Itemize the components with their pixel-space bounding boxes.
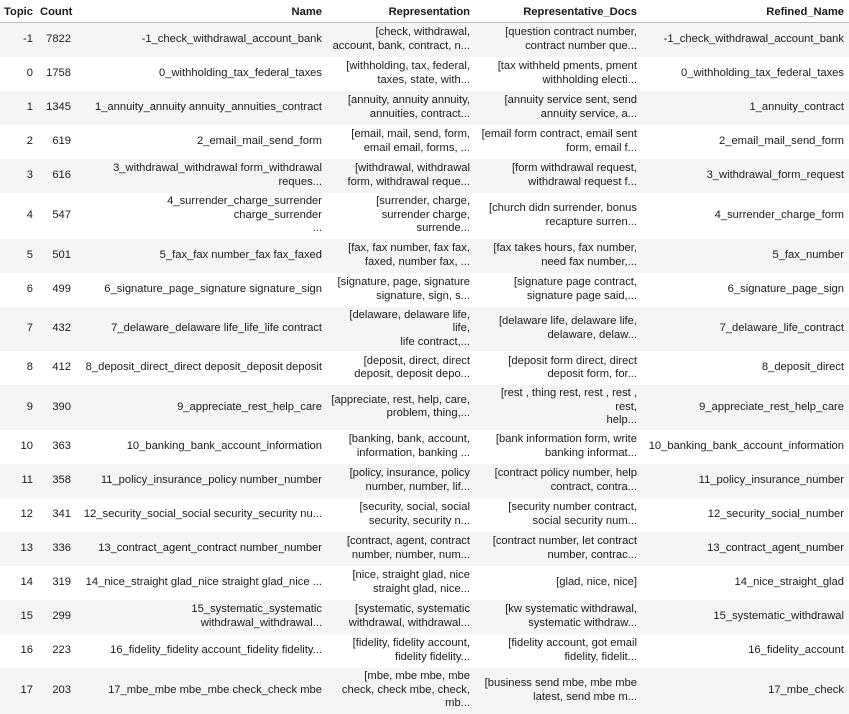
cell-name: 17_mbe_mbe mbe_mbe check_check mbe — [76, 668, 327, 714]
cell-representative-docs: [bank information form, write banking informat... — [495, 433, 637, 459]
cell-topic: 4 — [26, 208, 33, 221]
cell-topic: 5 — [0, 239, 38, 273]
cell-representative-docs: [contract policy number, help contract, contra... — [475, 464, 642, 498]
cell-refined-name: 2_email_mail_send_form — [719, 134, 844, 147]
cell-representative-docs: [tax withheld pments, pment withholding electi... — [497, 60, 637, 86]
cell-count: 336 — [38, 532, 76, 566]
cell-representative-docs: [church didn surrender, bonus recapture surren... — [488, 202, 637, 228]
cell-count: 547 — [52, 208, 71, 221]
header-row — [0, 0, 849, 23]
cell-count: 341 — [52, 507, 71, 520]
cell-representative-docs: [question contract number, contract number que... — [475, 23, 642, 57]
column-header-representation: Representation — [327, 0, 475, 23]
cell-topic: 0 — [26, 66, 33, 79]
cell-representative-docs: [kw systematic withdrawal, systematic withdraw... — [475, 600, 642, 634]
cell-count: 616 — [38, 159, 76, 193]
cell-name: 3_withdrawal_withdrawal form_withdrawal reques... — [76, 159, 327, 193]
cell-name: 5_fax_fax number_fax fax_faxed — [76, 239, 327, 273]
table-row — [0, 23, 849, 57]
cell-refined-name: 4_surrender_charge_form — [714, 208, 844, 221]
cell-topic: 9 — [0, 385, 38, 430]
cell-topic: 15 — [0, 600, 38, 634]
table-row — [0, 307, 849, 352]
column-header-count: Count — [38, 0, 76, 23]
cell-representation: [surrender, charge, surrender charge, surrende... — [376, 195, 470, 235]
cell-representation: [signature, page, signature signature, sign, s... — [337, 276, 470, 302]
cell-representation: [withdrawal, withdrawal form, withdrawal reque... — [327, 159, 475, 193]
cell-representative-docs: [annuity service sent, send annuity service, a... — [475, 91, 642, 125]
cell-topic: -1 — [0, 23, 38, 57]
cell-name: 12_security_social_social security_security nu... — [83, 507, 322, 520]
cell-name: 10_banking_bank_account_information — [126, 439, 322, 452]
cell-count: 619 — [52, 134, 71, 147]
cell-count: 363 — [52, 439, 71, 452]
cell-topic: 16 — [20, 643, 33, 656]
cell-topic: 8 — [26, 361, 33, 374]
cell-name: 15_systematic_systematic withdrawal_withdrawal... — [76, 600, 327, 634]
cell-topic: 13 — [0, 532, 38, 566]
table-row — [0, 57, 849, 91]
cell-topic: 10 — [20, 439, 33, 452]
cell-count: 358 — [38, 464, 76, 498]
cell-representative-docs: [delaware life, delaware life, delaware, delaw... — [475, 307, 642, 352]
cell-representative-docs: [security number contract, social security num... — [508, 501, 637, 527]
cell-representative-docs: [glad, nice, nice] — [556, 575, 637, 588]
cell-representation: [policy, insurance, policy number, number, lif... — [327, 464, 475, 498]
table-row — [0, 193, 849, 239]
cell-representative-docs: [business send mbe, mbe mbe latest, send mbe m... — [475, 668, 642, 714]
cell-representation: [mbe, mbe mbe, mbe check, check mbe, check, mb... — [327, 668, 475, 714]
cell-name: 1_annuity_annuity annuity_annuities_contract — [76, 91, 327, 125]
cell-representation: [banking, bank, account, information, banking ... — [348, 433, 470, 459]
cell-representation: [appreciate, rest, help, care, problem, thing,... — [327, 385, 475, 430]
cell-refined-name: 9_appreciate_rest_help_care — [642, 385, 849, 430]
cell-topic: 17 — [0, 668, 38, 714]
cell-refined-name: 1_annuity_contract — [642, 91, 849, 125]
cell-representation: [contract, agent, contract number, number, num... — [327, 532, 475, 566]
table-row — [0, 668, 849, 714]
cell-name: 6_signature_page_signature signature_sign — [104, 282, 322, 295]
cell-refined-name: 8_deposit_direct — [761, 361, 844, 374]
cell-topic: 7 — [0, 307, 38, 352]
table-row — [0, 351, 849, 385]
cell-count: 499 — [52, 282, 71, 295]
cell-name: 14_nice_straight glad_nice straight glad_nice ... — [85, 575, 322, 588]
table-row — [0, 532, 849, 566]
cell-refined-name: 3_withdrawal_form_request — [642, 159, 849, 193]
cell-count: 1758 — [46, 66, 71, 79]
cell-topic: 14 — [20, 575, 33, 588]
cell-representative-docs: [contract number, let contract number, contrac... — [475, 532, 642, 566]
cell-refined-name: 13_contract_agent_number — [642, 532, 849, 566]
table-header — [0, 0, 849, 23]
cell-name: -1_check_withdrawal_account_bank — [76, 23, 327, 57]
cell-refined-name: 6_signature_page_sign — [727, 282, 844, 295]
cell-name: 7_delaware_delaware life_life_life contract — [76, 307, 327, 352]
cell-representation: [security, social, social security, security n... — [359, 501, 470, 527]
cell-topic: 3 — [0, 159, 38, 193]
cell-count: 412 — [52, 361, 71, 374]
cell-refined-name: 10_banking_bank_account_information — [648, 439, 844, 452]
cell-name: 4_surrender_charge_surrender charge_surrender ... — [167, 195, 322, 235]
cell-refined-name: 5_fax_number — [642, 239, 849, 273]
cell-representation: [email, mail, send, form, email email, forms, ... — [351, 128, 470, 154]
cell-count: 501 — [38, 239, 76, 273]
table-row — [0, 125, 849, 159]
cell-representation: [fidelity, fidelity account, fidelity fidelity... — [352, 637, 470, 663]
cell-refined-name: -1_check_withdrawal_account_bank — [642, 23, 849, 57]
cell-refined-name: 11_policy_insurance_number — [642, 464, 849, 498]
table-row — [0, 430, 849, 464]
cell-representation: [annuity, annuity annuity, annuities, contract... — [327, 91, 475, 125]
cell-count: 299 — [38, 600, 76, 634]
cell-name: 8_deposit_direct_direct deposit_deposit deposit — [85, 361, 322, 374]
cell-name: 13_contract_agent_contract number_number — [76, 532, 327, 566]
column-header-representative-docs: Representative_Docs — [475, 0, 642, 23]
table-row — [0, 385, 849, 430]
cell-count: 1345 — [38, 91, 76, 125]
cell-representative-docs: [fidelity account, got email fidelity, fidelit... — [508, 637, 637, 663]
cell-count: 223 — [52, 643, 71, 656]
cell-refined-name: 0_withholding_tax_federal_taxes — [681, 66, 844, 79]
table-row — [0, 239, 849, 273]
cell-count: 319 — [52, 575, 71, 588]
table-row — [0, 600, 849, 634]
cell-name: 0_withholding_tax_federal_taxes — [159, 66, 322, 79]
table-row — [0, 566, 849, 600]
table-row — [0, 159, 849, 193]
table-row — [0, 634, 849, 668]
cell-topic: 6 — [26, 282, 33, 295]
cell-name: 9_appreciate_rest_help_care — [76, 385, 327, 430]
cell-topic: 11 — [0, 464, 38, 498]
cell-representation: [deposit, direct, direct deposit, deposit depo... — [354, 354, 470, 380]
cell-representation: [nice, straight glad, nice straight glad, nice... — [352, 569, 470, 595]
table-body — [0, 23, 849, 714]
cell-name: 2_email_mail_send_form — [197, 134, 322, 147]
cell-refined-name: 17_mbe_check — [642, 668, 849, 714]
column-header-topic: Topic — [0, 0, 38, 23]
cell-refined-name: 12_security_social_number — [707, 507, 844, 520]
cell-representation: [withholding, tax, federal, taxes, state, with... — [346, 60, 470, 86]
cell-count: 203 — [38, 668, 76, 714]
cell-representative-docs: [form withdrawal request, withdrawal request f... — [475, 159, 642, 193]
table-row — [0, 273, 849, 307]
table-row — [0, 91, 849, 125]
column-header-refined-name: Refined_Name — [642, 0, 849, 23]
cell-representation: [systematic, systematic withdrawal, withdrawal... — [327, 600, 475, 634]
cell-representation: [fax, fax number, fax fax, faxed, number fax, ... — [327, 239, 475, 273]
cell-topic: 1 — [0, 91, 38, 125]
cell-name: 16_fidelity_fidelity account_fidelity fidelity... — [110, 643, 322, 656]
cell-representation: [check, withdrawal, account, bank, contract, n... — [327, 23, 475, 57]
cell-representative-docs: [rest , thing rest, rest , rest , rest, help... — [475, 385, 642, 430]
cell-count: 7822 — [38, 23, 76, 57]
cell-representation: [delaware, delaware life, life, life contract,... — [327, 307, 475, 352]
table-row — [0, 464, 849, 498]
cell-refined-name: 7_delaware_life_contract — [642, 307, 849, 352]
cell-count: 432 — [38, 307, 76, 352]
cell-representative-docs: [deposit form direct, direct deposit form, for... — [508, 354, 637, 380]
cell-refined-name: 16_fidelity_account — [748, 643, 844, 656]
cell-topic: 12 — [20, 507, 33, 520]
cell-refined-name: 14_nice_straight_glad — [734, 575, 844, 588]
cell-name: 11_policy_insurance_policy number_number — [76, 464, 327, 498]
cell-topic: 2 — [26, 134, 33, 147]
column-header-name: Name — [76, 0, 327, 23]
cell-count: 390 — [38, 385, 76, 430]
cell-refined-name: 15_systematic_withdrawal — [642, 600, 849, 634]
cell-representative-docs: [signature page contract, signature page said,... — [513, 276, 637, 302]
table-row — [0, 498, 849, 532]
cell-representative-docs: [email form contract, email sent form, email f... — [481, 128, 637, 154]
cell-representative-docs: [fax takes hours, fax number, need fax number,... — [475, 239, 642, 273]
